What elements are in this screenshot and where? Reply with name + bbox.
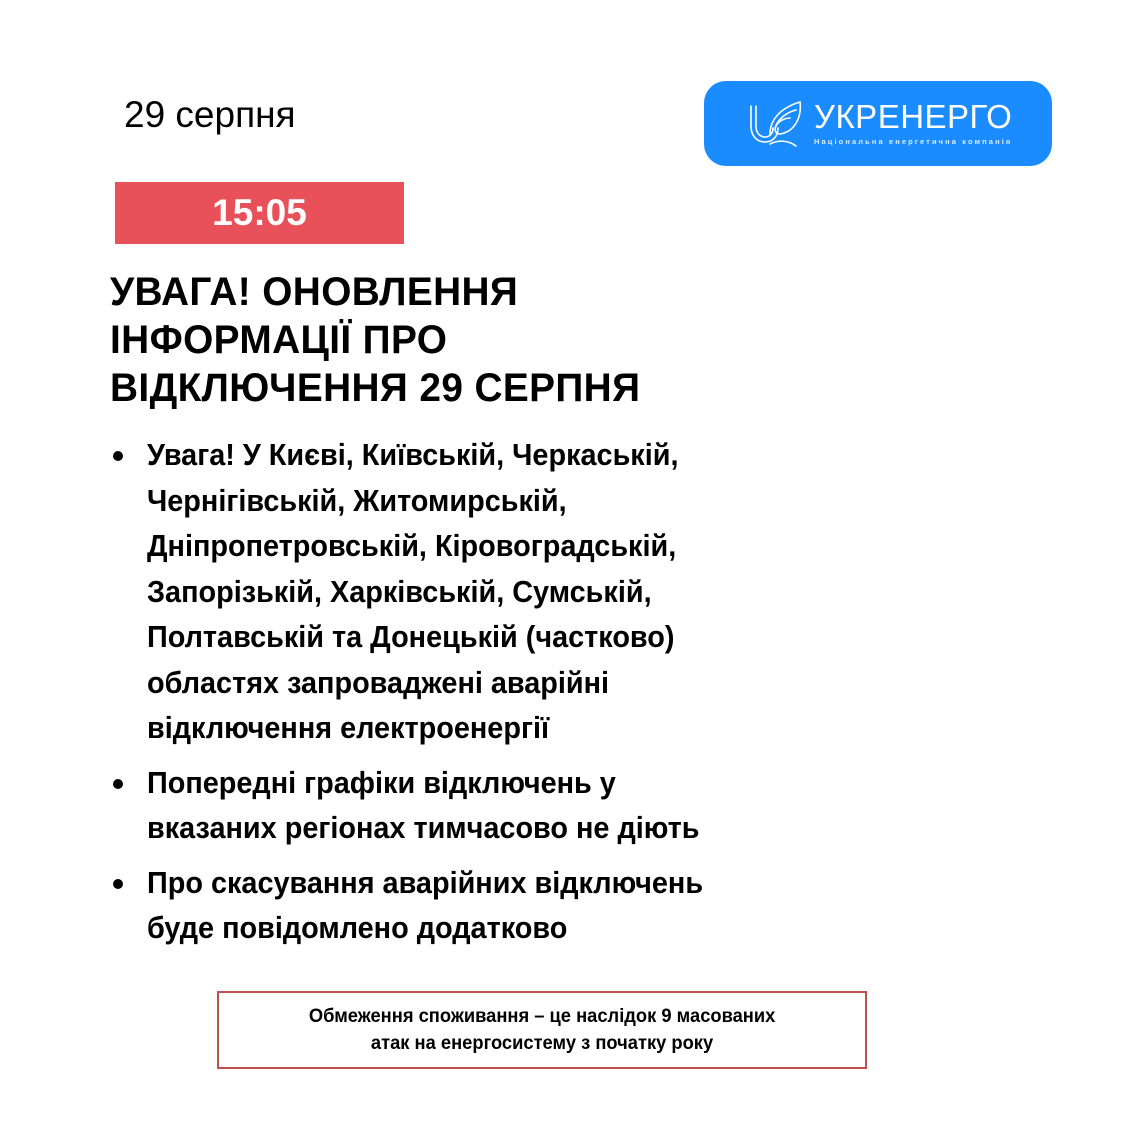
bullet-line: Чернігівській, Житомирській, (147, 482, 567, 518)
bullet-line: вказаних регіонах тимчасово не діють (147, 810, 700, 845)
headline-line: УВАГА! ОНОВЛЕННЯ (110, 270, 519, 314)
bullet-line: Про скасування аварійних відключень (147, 864, 704, 900)
logo-subtitle: Національна енергетична компанія (814, 137, 1013, 146)
date-label: 29 серпня (124, 94, 296, 135)
bullet-item-cancellation-notice (110, 860, 890, 951)
bullet-list (110, 432, 890, 960)
ukrenergo-logo (704, 81, 1052, 166)
bullet-line: областях запроваджені аварійні (147, 664, 610, 700)
bullet-icon (113, 779, 123, 789)
bullet-line: Попередні графіки відключень у (147, 764, 616, 800)
headline (110, 268, 847, 412)
bullet-line: Полтавській та Донецькій (частково) (147, 619, 675, 654)
logo-title: УКРЕНЕРГО (814, 98, 1013, 135)
bullet-item-emergency-outages (110, 432, 890, 751)
bullet-line: Увага! У Києві, Київській, Черкаській, (147, 437, 679, 472)
time-badge: 15:05 (115, 182, 404, 244)
ukrenergo-logo-icon (748, 98, 804, 150)
bullet-line: відключення електроенергії (147, 710, 550, 745)
bullet-line: Дніпропетровській, Кіровоградській, (147, 528, 677, 563)
notice-line: Обмеження споживання – це наслідок 9 масованих (308, 1005, 776, 1027)
bullet-line: Запорізькій, Харківській, Сумській, (147, 573, 652, 609)
notice-line: атак на енергосистему з початку року (370, 1032, 714, 1054)
bullet-icon (113, 879, 123, 889)
bullet-item-schedules-suspended (110, 760, 890, 851)
notice-box (217, 991, 867, 1069)
headline-line: ВІДКЛЮЧЕННЯ 29 СЕРПНЯ (110, 366, 641, 410)
bullet-icon (113, 451, 123, 461)
headline-line: ІНФОРМАЦІЇ ПРО (110, 318, 448, 362)
bullet-line: буде повідомлено додатково (147, 910, 568, 945)
